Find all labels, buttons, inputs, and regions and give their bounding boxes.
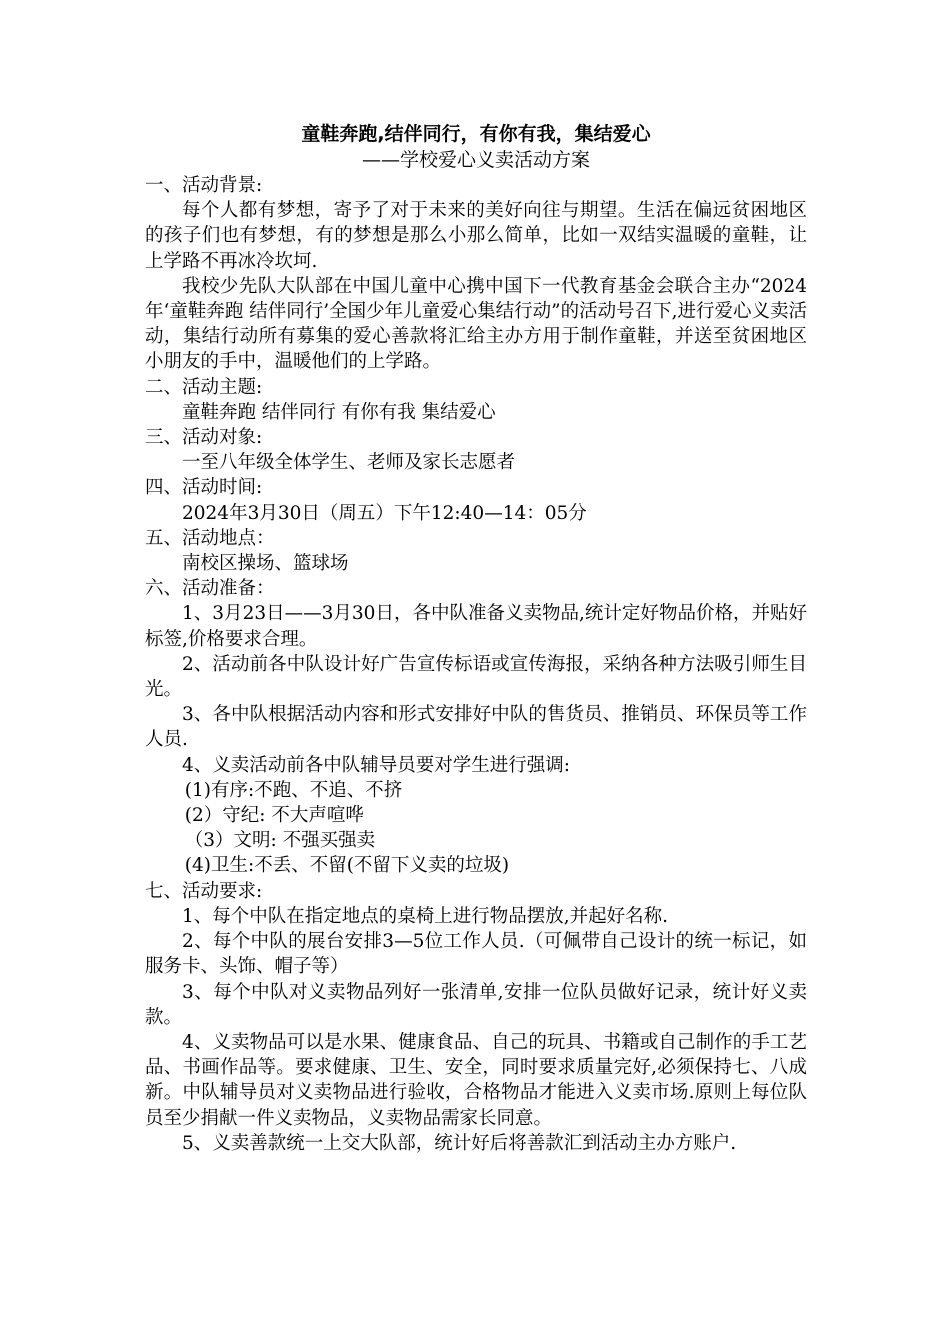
rule-order: (1)有序:不跑、不追、不挤 bbox=[184, 779, 403, 801]
participants-text: 一至八年级全体学生、老师及家长志愿者 bbox=[182, 452, 516, 474]
document-page bbox=[145, 121, 807, 1156]
rule-hygiene: (4)卫生:不丢、不留(不留下义卖的垃圾) bbox=[184, 855, 510, 877]
section-heading-time: 四、活动时间: bbox=[145, 477, 263, 499]
section-heading-requirements: 七、活动要求: bbox=[145, 880, 263, 902]
background-paragraph-1: 每个人都有梦想，寄予了对于未来的美好向往与期望。生活在偏远贫困地区的孩子们也有梦想，有的梦想是那么小那么简单，比如一双结实温暖的童鞋，让上学路不再冰冷坎坷. bbox=[145, 200, 807, 272]
preparation-item-4: 4、义卖活动前各中队辅导员要对学生进行强调: bbox=[182, 754, 571, 776]
requirement-item-5: 5、义卖善款统一上交大队部，统计好后将善款汇到活动主办方账户. bbox=[182, 1132, 737, 1154]
preparation-item-3: 3、各中队根据活动内容和形式安排好中队的售货员、推销员、环保员等工作人员. bbox=[145, 704, 807, 751]
requirement-item-4: 4、义卖物品可以是水果、健康食品、自己的玩具、书籍或自己制作的手工艺品、书画作品等。要求健康、卫生、安全，同时要求质量完好,必须保持七、八成新。中队辅导员对义卖物品进行验收，合格物品才能进入义卖市场.原则上每位队员至少捐献一件义卖物品，义卖物品需家长同意。 bbox=[145, 1031, 807, 1129]
preparation-item-2: 2、活动前各中队设计好广告宣传标语或宣传海报，采纳各种方法吸引师生目光。 bbox=[145, 653, 807, 701]
section-heading-preparation: 六、活动准备： bbox=[145, 578, 275, 600]
document-subtitle: ——学校爱心义卖活动方案 bbox=[361, 149, 590, 171]
rule-discipline: (2）守纪: 不大声喧哗 bbox=[184, 805, 364, 827]
section-heading-theme: 二、活动主题: bbox=[145, 376, 263, 398]
background-paragraph-2: 我校少先队大队部在中国儿童中心携中国下一代教育基金会联合主办“2024年‘童鞋奔跑 结伴同行’全国少年儿童爱心集结行动”的活动号召下,进行爱心义卖活动，集结行动所有募集的爱心善款将汇给主办方用于制作童鞋，并送至贫困地区小朋友的手中，温暖他们的上学路。 bbox=[145, 275, 807, 373]
location-text: 南校区操场、篮球场 bbox=[182, 553, 349, 575]
section-heading-location: 五、活动地点： bbox=[145, 527, 275, 549]
time-text: 2024年3月30日（周五）下午12:40—14：05分 bbox=[182, 502, 587, 524]
theme-text: 童鞋奔跑 结伴同行 有你有我 集结爱心 bbox=[182, 401, 496, 423]
rule-civility: （3）文明: 不强买强卖 bbox=[184, 830, 376, 852]
requirement-item-1: 1、每个中队在指定地点的桌椅上进行物品摆放,并起好名称. bbox=[182, 905, 669, 927]
section-heading-participants: 三、活动对象: bbox=[145, 427, 263, 449]
section-heading-background: 一、活动背景: bbox=[145, 175, 263, 196]
preparation-item-1: 1、3月23日——3月30日，各中队准备义卖物品,统计定好物品价格，并贴好标签,价格要求合理。 bbox=[145, 603, 807, 650]
requirement-item-3: 3、每个中队对义卖物品列好一张清单,安排一位队员做好记录，统计好义卖款。 bbox=[145, 981, 807, 1028]
document-title: 童鞋奔跑,结伴同行，有你有我，集结爱心 bbox=[301, 123, 651, 145]
requirement-item-2: 2、每个中队的展台安排3—5位工作人员.（可佩带自己设计的统一标记，如服务卡、头饰、帽子等） bbox=[145, 931, 807, 978]
